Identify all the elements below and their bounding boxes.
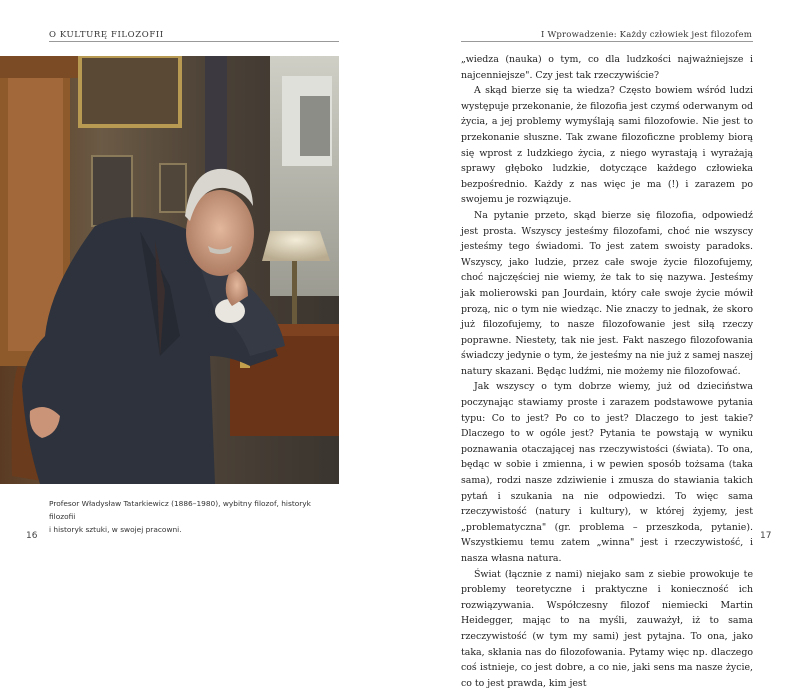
right-page xyxy=(400,0,800,689)
portrait-photo xyxy=(0,56,339,484)
running-head-right: I Wprowadzenie: Każdy człowiek jest filozofem xyxy=(540,30,752,40)
caption-line-1: Profesor Władysław Tatarkiewicz (1886–1980), wybitny filozof, historyk filozofii xyxy=(49,499,311,521)
paragraph: A skąd bierze się ta wiedza? Często bowiem wśród ludzi występuje przekonanie, że filozofia jest czymś oderwanym od życia, a jej problemy wymyślają sami filozofowie. Nie jest to przekonanie słuszne. Tak zwane filozoficzne problemy biorą się wprost z ludzkiego życia, z niego wyrastają i wyrażają sprawy głęboko ludzkie, dotyczące każdego człowieka bezpośrednio. Każdy z nas więc je ma (!) i zarazem po swojemu je rozwiązuje. xyxy=(461,85,753,206)
photo-caption xyxy=(49,497,339,536)
paragraph: Jak wszyscy o tym dobrze wiemy, już od dzieciństwa poczynając stawiamy proste i zarazem podstawowe pytania typu: Co to jest? Po co to jest? Dlaczego to jest takie? Dlaczego to w ogóle jest? Pytania te powstają w wyniku poznawania otaczającej nas rzeczywistości (świata). To ona, będąc w sobie i zmienna, i w pewien sposób tożsama (taka sama), rodzi nasze zdziwienie i zmusza do stawiania takich pytań i szukania na nie odpowiedzi. To więc sama rzeczywistość (natury i kultury), w której żyjemy, jest „problematyczna" (gr. problema – przeszkoda, pytanie). Wszystkiemu temu zatem „winna" jest i rzeczywistość, i nasza własna natura. xyxy=(461,381,753,564)
paragraph: Na pytanie przeto, skąd bierze się filozofia, odpowiedź jest prosta. Wszyscy jesteśmy filozofami, choć nie wszyscy jesteśmy tego świadomi. To jest zatem swoisty paradoks. Wszyscy, jako ludzie, przez całe swoje życie filozofujemy, choć najczęściej nie wiemy, że tak to się nazywa. Jesteśmy jak molierowski pan Jourdain, który całe swoje życie mówił prozą, nic o tym nie wiedząc. Nie znaczy to jednak, że skoro już filozofujemy, to nasze filozofowanie jest siłą rzeczy poprawne. Niestety, tak nie jest. Fakt naszego filozofowania świadczy jedynie o tym, że jesteśmy na nie już z samej naszej natury skazani. Będąc ludźmi, nie możemy nie filozofować. xyxy=(461,209,753,377)
header-rule-right xyxy=(461,41,753,42)
caption-line-2: i historyk sztuki, w swojej pracowni. xyxy=(49,525,182,534)
header-rule-left xyxy=(49,41,339,42)
running-head-left: O KULTURĘ FILOZOFII xyxy=(49,30,164,40)
page-number-right: 17 xyxy=(760,531,772,541)
body-text xyxy=(461,52,753,691)
left-page xyxy=(0,0,400,569)
paragraph: Świat (łącznie z nami) niejako sam z siebie prowokuje te problemy teoretyczne i praktyczne i konieczność ich rozwiązywania. Współczesny filozof niemiecki Martin Heidegger, mając to na myśli, zauważył, iż to sama rzeczywistość (w tym my sami) jest pytajna. To ona, jako taka, skłania nas do filozofowania. Pytamy więc np. dlaczego coś istnieje, co jest dobre, a co nie, jaki sens ma nasze życie, co to jest prawda, kim jest xyxy=(461,568,753,689)
page-number-left: 16 xyxy=(26,531,38,541)
paragraph: „wiedza (nauka) o tym, co dla ludzkości najważniejsze i najcenniejsze". Czy jest tak rzeczywiście? xyxy=(461,54,753,81)
